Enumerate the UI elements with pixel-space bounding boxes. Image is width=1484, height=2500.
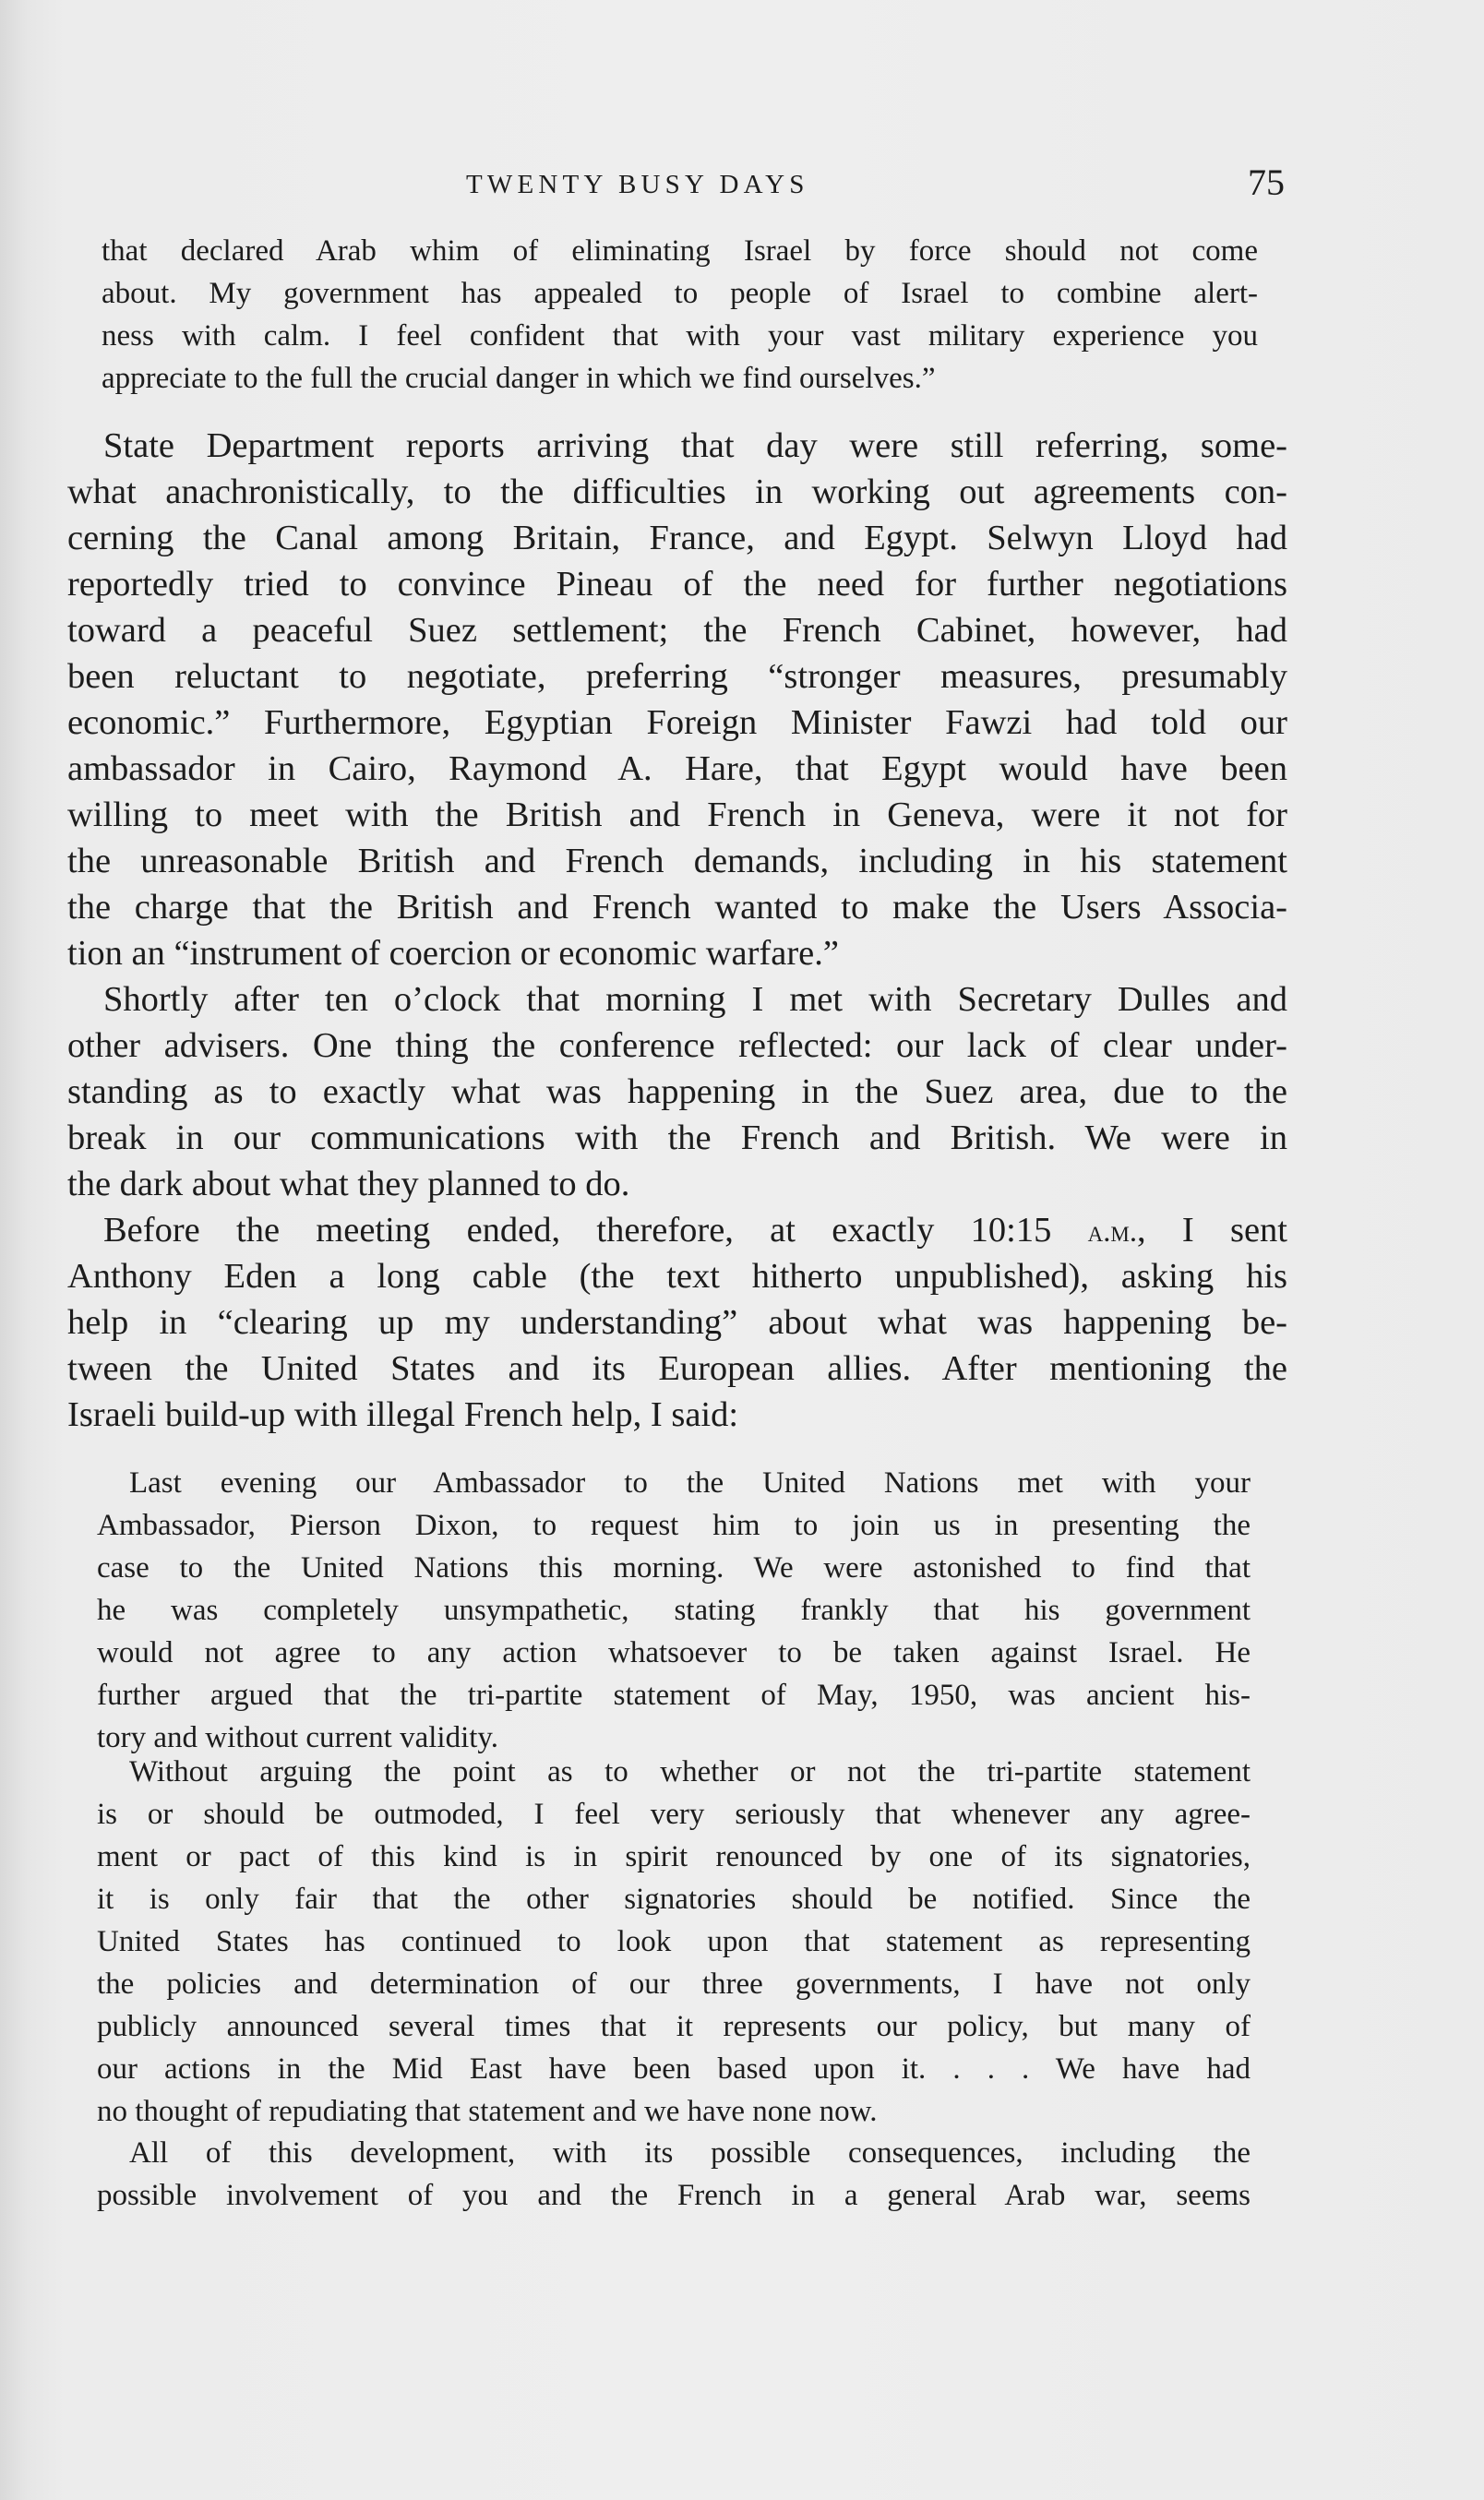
text-run: , I sent [1137, 1211, 1287, 1250]
text-line: tion an “instrument of coercion or economic warfare.” [67, 934, 839, 973]
quote-line: would not agree to any action whatsoever to be taken against Israel. He [97, 1636, 1251, 1669]
quote-line: that declared Arab whim of eliminating Israel by force should not come [102, 234, 1258, 268]
quote-line: further argued that the tri-partite statement of May, 1950, was ancient his- [97, 1679, 1251, 1712]
quote-line: Without arguing the point as to whether or not the tri-partite statement [129, 1755, 1251, 1788]
text-line: the charge that the British and French wanted to make the Users Associa- [67, 888, 1287, 927]
text-line: the unreasonable British and French demands, including in his statement [67, 842, 1287, 880]
text-line: toward a peaceful Suez settlement; the French Cabinet, however, had [67, 611, 1287, 650]
quote-line: possible involvement of you and the French in a general Arab war, seems [97, 2179, 1251, 2212]
quote-line: the policies and determination of our three governments, I have not only [97, 1968, 1251, 2001]
quote-line: our actions in the Mid East have been based upon it. . . . We have had [97, 2052, 1251, 2086]
page-number: 75 [1248, 161, 1285, 203]
text-line: Anthony Eden a long cable (the text hitherto unpublished), asking his [67, 1257, 1287, 1296]
text-line [103, 1209, 1287, 1253]
quote-line: case to the United Nations this morning. We were astonished to find that [97, 1551, 1251, 1585]
quote-line: publicly announced several times that it represents our policy, but many of [97, 2010, 1251, 2043]
quote-line: tory and without current validity. [97, 1721, 499, 1754]
text-line: ambassador in Cairo, Raymond A. Hare, that Egypt would have been [67, 749, 1287, 788]
text-line: the dark about what they planned to do. [67, 1165, 630, 1203]
running-head: TWENTY BUSY DAYS [466, 170, 809, 199]
quote-line: it is only fair that the other signatories should be notified. Since the [97, 1883, 1251, 1916]
text-line: State Department reports arriving that day were still referring, some- [103, 426, 1287, 465]
text-line: other advisers. One thing the conference reflected: our lack of clear under- [67, 1026, 1287, 1065]
text-run: Before the meeting ended, therefore, at exactly 10:15 [103, 1211, 1088, 1250]
text-line: willing to meet with the British and French in Geneva, were it not for [67, 795, 1287, 834]
quote-line: no thought of repudiating that statement and we have none now. [97, 2095, 878, 2128]
text-line: Israeli build-up with illegal French help, I said: [67, 1395, 739, 1434]
text-line: Shortly after ten o’clock that morning I met with Secretary Dulles and [103, 980, 1287, 1019]
quote-line: ness with calm. I feel confident that with your vast military experience you [102, 319, 1258, 353]
text-line: reportedly tried to convince Pineau of the need for further negotiations [67, 565, 1287, 604]
text-line: break in our communications with the French and British. We were in [67, 1118, 1287, 1157]
text-line: what anachronistically, to the difficulties in working out agreements con- [67, 472, 1287, 511]
quote-line: Ambassador, Pierson Dixon, to request him to join us in presenting the [97, 1509, 1251, 1542]
text-line: standing as to exactly what was happening in the Suez area, due to the [67, 1072, 1287, 1111]
quote-line: he was completely unsympathetic, stating frankly that his government [97, 1594, 1251, 1627]
text-line: cerning the Canal among Britain, France, and Egypt. Selwyn Lloyd had [67, 519, 1287, 557]
text-line: economic.” Furthermore, Egyptian Foreign Minister Fawzi had told our [67, 703, 1287, 742]
quote-line: appreciate to the full the crucial danger in which we find ourselves.” [102, 362, 936, 395]
quote-line: United States has continued to look upon that statement as representing [97, 1925, 1251, 1958]
quote-line: Last evening our Ambassador to the United Nations met with your [129, 1466, 1251, 1500]
quote-line: about. My government has appealed to people of Israel to combine alert- [102, 277, 1258, 310]
text-line: help in “clearing up my understanding” about what was happening be- [67, 1303, 1287, 1342]
quote-line: is or should be outmoded, I feel very seriously that whenever any agree- [97, 1798, 1251, 1831]
text-line: tween the United States and its European allies. After mentioning the [67, 1349, 1287, 1388]
text-line: been reluctant to negotiate, preferring “stronger measures, presumably [67, 657, 1287, 696]
quote-line: ment or pact of this kind is in spirit renounced by one of its signatories, [97, 1840, 1251, 1873]
quote-line: All of this development, with its possible consequences, including the [129, 2136, 1251, 2170]
time-suffix: a.m. [1087, 1215, 1138, 1249]
